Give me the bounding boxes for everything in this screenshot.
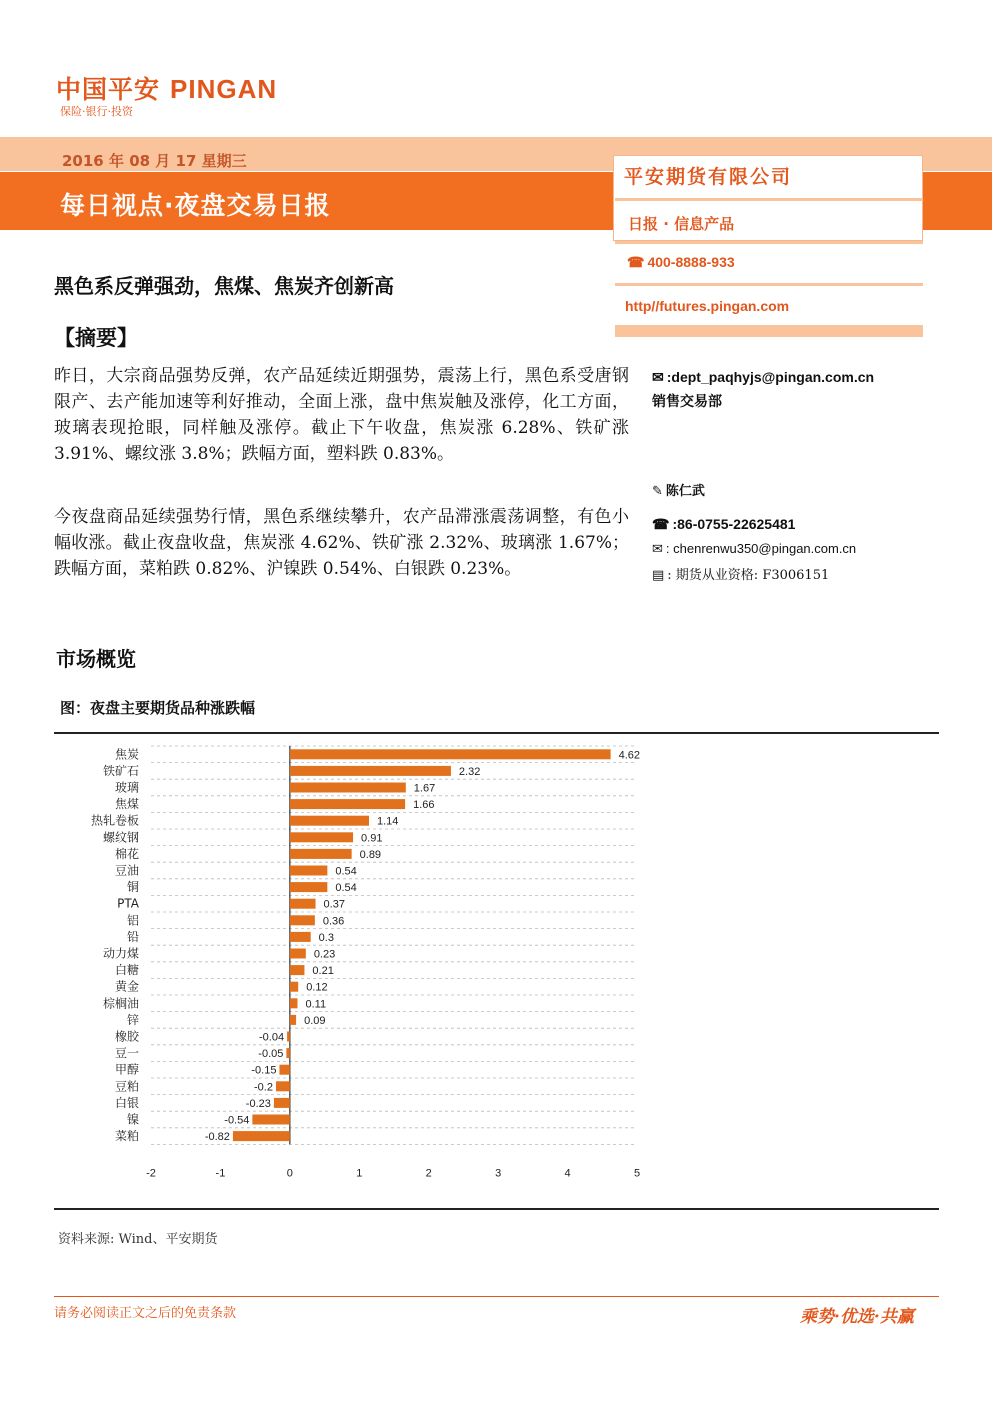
data-label: 0.21 (312, 965, 334, 978)
phone-icon: ☎ (652, 516, 670, 532)
pen-icon: ✎ (652, 484, 663, 499)
data-label: -0.54 (224, 1114, 250, 1127)
bar (290, 766, 451, 776)
category-label: 白银 (114, 1095, 139, 1110)
data-label: 1.14 (377, 815, 399, 828)
x-tick-label: 0 (286, 1167, 293, 1180)
category-label: 焦煤 (114, 797, 139, 812)
category-label: PTA (117, 896, 139, 911)
category-label: 棉花 (114, 846, 139, 861)
website-link[interactable]: http//futures.pingan.com (625, 298, 790, 314)
logo-cn: 中国平安 (56, 75, 161, 104)
panel-divider (615, 325, 923, 337)
category-label: 橡胶 (114, 1029, 139, 1044)
bar (274, 1098, 290, 1108)
bar (290, 998, 298, 1008)
data-source: 资料来源: Wind、平安期货 (58, 1232, 218, 1247)
mail-icon: ✉ (652, 369, 664, 385)
bar (290, 783, 406, 793)
x-tick-label: 3 (495, 1167, 502, 1180)
x-tick-label: 4 (564, 1167, 571, 1180)
abstract-paragraph-2: 今夜盘商品延续强势行情，黑色系继续攀升，农产品滞涨震荡调整，有色小幅收涨。截止夜盘收盘，焦炭涨 4.62%、铁矿涨 2.32%、玻璃涨 1.67%；跌幅方面，菜粕跌 0.82%、沪镍跌 0.54%、白银跌 0.23%。 (54, 507, 629, 579)
data-label: -0.05 (258, 1048, 284, 1061)
bar (233, 1131, 290, 1141)
chart-bottom-rule (54, 1208, 939, 1210)
category-label: 豆油 (114, 863, 139, 878)
bar (279, 1065, 289, 1075)
chart-top-rule (54, 732, 939, 734)
category-label: 白糖 (114, 963, 139, 978)
panel-divider (615, 198, 923, 201)
bar (290, 866, 327, 876)
company-name: 平安期货有限公司 (624, 166, 793, 188)
data-label: 0.23 (313, 948, 336, 961)
bar (290, 1015, 296, 1025)
data-label: 1.67 (413, 782, 436, 795)
category-label: 棕榈油 (102, 996, 139, 1011)
x-tick-label: 1 (356, 1167, 363, 1180)
category-label: 铝 (126, 913, 139, 928)
data-label: 0.54 (335, 865, 357, 878)
bar (252, 1115, 289, 1125)
abstract-heading: 【摘要】 (54, 326, 138, 350)
dept-name: 销售交易部 (652, 394, 722, 410)
disclaimer-note: 请务必阅读正文之后的免责条款 (54, 1306, 237, 1321)
hotline (627, 254, 735, 271)
data-label: 0.36 (322, 915, 345, 928)
category-label: 动力煤 (102, 946, 139, 961)
dept-email[interactable]: ✉ :dept_paqhyjs@pingan.com.cn (652, 369, 875, 385)
category-label: 镍 (126, 1112, 139, 1127)
headline: 黑色系反弹强劲，焦煤、焦炭齐创新高 (54, 274, 394, 298)
category-label: 甲醇 (114, 1062, 139, 1077)
category-label: 豆一 (114, 1046, 139, 1061)
category-label: 铁矿石 (102, 763, 139, 778)
market-heading: 市场概览 (56, 647, 136, 671)
x-tick-label: -2 (146, 1167, 156, 1180)
category-label: 玻璃 (114, 780, 139, 795)
data-label: -0.82 (204, 1131, 230, 1144)
x-tick-label: 5 (633, 1167, 641, 1180)
x-tick-label: 2 (425, 1167, 432, 1180)
data-label: 0.12 (306, 981, 328, 994)
category-label: 锌 (126, 1012, 139, 1027)
data-label: 2.32 (458, 765, 481, 778)
data-label: 0.11 (305, 998, 327, 1011)
x-tick-label: -1 (215, 1167, 226, 1180)
panel-divider (615, 283, 923, 286)
report-type: 日报 · 信息产品 (628, 215, 735, 233)
category-label: 黄金 (114, 979, 139, 994)
futures-change-chart (54, 736, 939, 1206)
data-label: 4.62 (618, 749, 641, 762)
bar (290, 799, 405, 809)
analyst-name: ✎ 陈仁武 (652, 484, 705, 499)
bar (286, 1048, 289, 1058)
category-label: 铜 (126, 880, 139, 895)
report-date: 2016 年 08 月 17 星期三 (62, 152, 247, 170)
category-label: 豆粕 (114, 1079, 139, 1094)
report-title: 每日视点·夜盘交易日报 (60, 191, 331, 220)
bar (290, 816, 369, 826)
data-label: -0.15 (251, 1064, 277, 1077)
book-icon: ▤ (652, 568, 665, 583)
bar (290, 849, 352, 859)
category-label: 螺纹钢 (102, 830, 139, 845)
category-label: 热轧卷板 (90, 813, 139, 828)
bar (290, 882, 327, 892)
phone-icon: ☎ (627, 254, 645, 270)
data-label: 0.54 (335, 882, 357, 895)
bar (290, 965, 305, 975)
bar (276, 1081, 290, 1091)
category-label: 焦炭 (114, 747, 139, 762)
data-label: 0.89 (359, 848, 382, 861)
bar (287, 1032, 290, 1042)
data-label: -0.23 (245, 1097, 271, 1110)
data-label: 1.66 (413, 799, 435, 812)
panel-divider (615, 241, 923, 244)
slogan: 乘势·优选·共赢 (800, 1307, 914, 1327)
hotline-number: 400-8888-933 (647, 254, 735, 270)
bar (290, 749, 611, 759)
data-label: -0.2 (254, 1081, 273, 1094)
bar (290, 899, 316, 909)
analyst-license: ▤ : 期货从业资格: F3006151 (652, 568, 830, 583)
abstract-paragraph-1: 昨日，大宗商品强势反弹，农产品延续近期强势，震荡上行，黑色系受唐钢限产、去产能加速等利好推动，全面上涨，盘中焦炭触及涨停，化工方面，玻璃表现抢眼，同样触及涨停。截止下午收盘，焦炭涨 6.28%、铁矿涨 3.91%、螺纹涨 3.8%；跌幅方面，塑料跌 0.83%。 (54, 366, 629, 464)
category-label: 铅 (126, 929, 139, 944)
category-label: 菜粕 (114, 1129, 139, 1144)
bar (290, 915, 315, 925)
bar (290, 832, 353, 842)
data-label: 0.09 (304, 1014, 326, 1027)
pingan-logo (56, 70, 277, 106)
analyst-email[interactable]: ✉ : chenrenwu350@pingan.com.cn (652, 541, 857, 556)
mail-icon: ✉ (652, 541, 663, 556)
logo-subtitle: 保险·银行·投资 (60, 105, 133, 118)
data-label: 0.91 (361, 832, 383, 845)
footer-rule (54, 1296, 939, 1297)
data-label: -0.04 (259, 1031, 285, 1044)
bar (290, 982, 298, 992)
analyst-tel: ☎ :86-0755-22625481 (652, 516, 796, 532)
data-label: 0.3 (318, 931, 334, 944)
logo-en: PINGAN (170, 74, 278, 104)
data-label: 0.37 (323, 898, 345, 911)
bar (290, 932, 311, 942)
chart-title: 图：夜盘主要期货品种涨跌幅 (60, 699, 256, 717)
bar (290, 949, 306, 959)
